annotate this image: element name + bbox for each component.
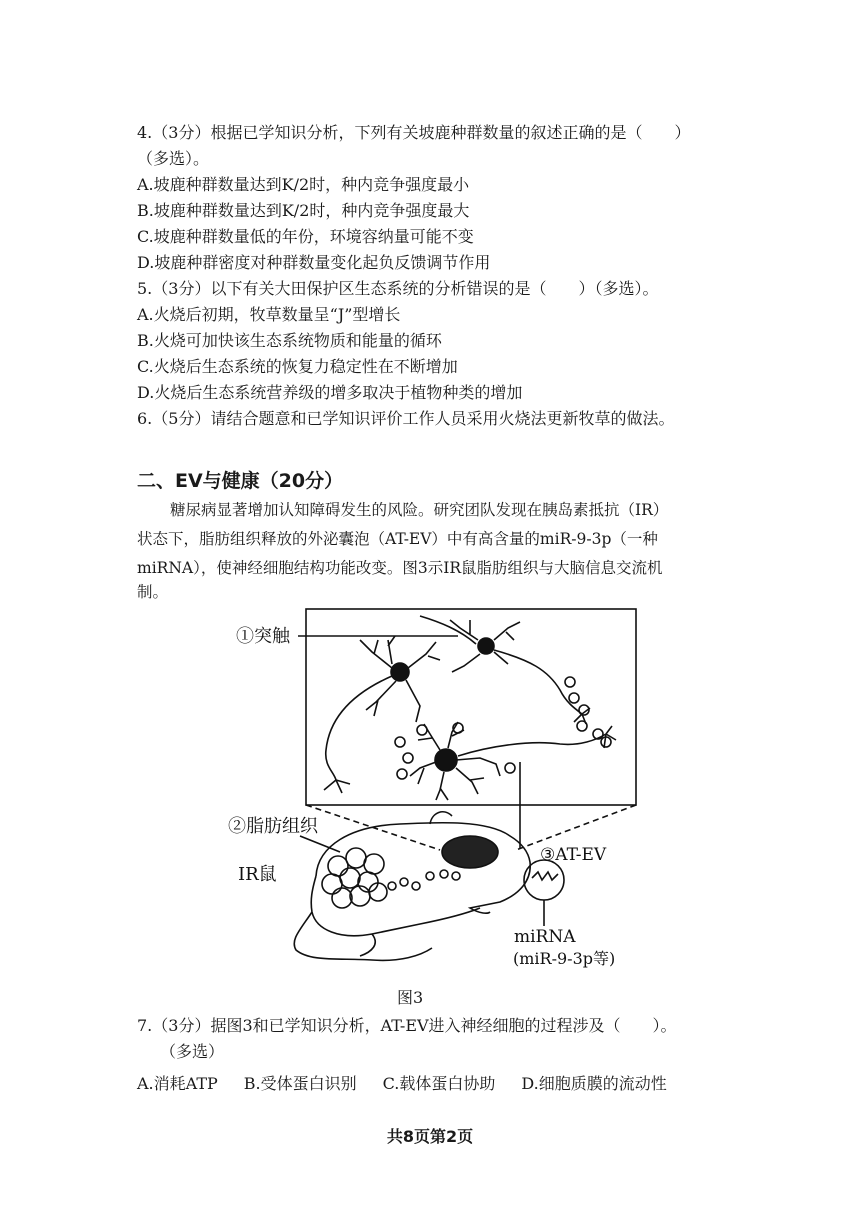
q5-stem: 5.（3分）以下有关大田保护区生态系统的分析错误的是（ ）（多选）。	[137, 279, 659, 298]
q7-note: （多选）	[160, 1042, 225, 1061]
q7-option-c: C.载体蛋白协助	[382, 1074, 496, 1093]
q4-option-d: D.坡鹿种群密度对种群数量变化起负反馈调节作用	[137, 253, 491, 272]
neuron-3	[410, 722, 616, 800]
q7-option-b: B.受体蛋白识别	[243, 1074, 357, 1093]
intro-line-4: 制。	[137, 583, 169, 601]
label-synapse: ①突触	[236, 626, 290, 647]
q7-option-a: A.消耗ATP	[137, 1074, 218, 1093]
neuron-1	[324, 636, 440, 793]
intro-line-2: 状态下，脂肪组织释放的外泌囊泡（AT-EV）中有高含量的miR-9-3p（一种	[137, 530, 658, 548]
figure-caption: 图3	[397, 988, 424, 1007]
q7-option-d: D.细胞质膜的流动性	[521, 1074, 667, 1093]
q5-option-a: A.火烧后初期，牧草数量呈“J”型增长	[137, 305, 401, 324]
q7-stem: 7.（3分）据图3和已学知识分析，AT-EV进入神经细胞的过程涉及（ ）。	[137, 1016, 677, 1035]
q4-stem: 4.（3分）根据已学知识分析，下列有关坡鹿种群数量的叙述正确的是（ ）	[137, 123, 691, 142]
q5-option-d: D.火烧后生态系统营养级的增多取决于植物种类的增加	[137, 383, 523, 402]
brain-inset-box	[306, 609, 636, 805]
intro-line-1: 糖尿病显著增加认知障碍发生的风险。研究团队发现在胰岛素抵抗（IR）	[170, 501, 669, 519]
page-footer: 共8页第2页	[386, 1127, 474, 1146]
intro-line-3: miRNA），使神经细胞结构功能改变。图3示IR鼠脂肪组织与大脑信息交流机	[137, 559, 663, 577]
q4-option-a: A.坡鹿种群数量达到K/2时，种内竞争强度最小	[137, 175, 470, 194]
fat-tissue-cluster	[322, 848, 387, 908]
inset-vesicles	[395, 677, 611, 779]
q5-option-c: C.火烧后生态系统的恢复力稳定性在不断增加	[137, 357, 458, 376]
label-fat-tissue: ②脂肪组织	[228, 816, 318, 837]
q4-note: （多选）。	[137, 149, 210, 168]
section-title: 二、EV与健康（20分）	[137, 470, 344, 492]
q6-stem: 6.（5分）请结合题意和已学知识评价工作人员采用火烧法更新牧草的做法。	[137, 409, 675, 428]
q4-option-b: B.坡鹿种群数量达到K/2时，种内竞争强度最大	[137, 201, 470, 220]
q4-option-c: C.坡鹿种群数量低的年份，环境容纳量可能不变	[137, 227, 474, 246]
label-ir-mouse: IR鼠	[238, 864, 277, 885]
q7-options	[137, 1071, 667, 1094]
atev-circle	[524, 860, 564, 900]
released-vesicles	[388, 870, 460, 890]
label-atev: ③AT-EV	[540, 845, 607, 865]
mouse-body	[311, 823, 530, 936]
label-mirna-sub: (miR-9-3p等)	[513, 949, 616, 968]
neuron-2	[420, 616, 590, 724]
q5-option-b: B.火烧可加快该生态系统物质和能量的循环	[137, 331, 442, 350]
label-mirna: miRNA	[514, 927, 576, 947]
